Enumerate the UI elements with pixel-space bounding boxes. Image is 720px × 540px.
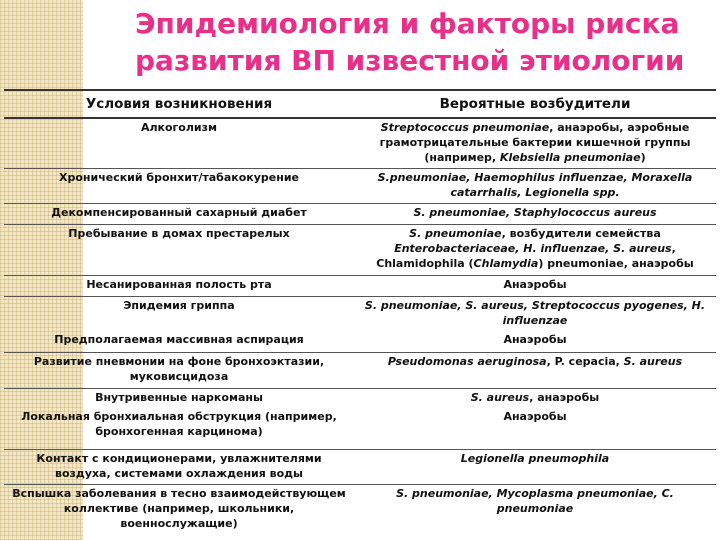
pathogen-name-italic: Pseudomonas aeruginosa: [387, 354, 547, 368]
table-row: [4, 297, 716, 332]
slide-title: [135, 5, 715, 79]
pathogen-text: , Chlamidophila (: [376, 242, 676, 270]
pathogens-cell: [354, 331, 716, 352]
condition-cell: Развитие пневмонии на фоне бронхоэктазии, муковисцидоза: [4, 352, 354, 388]
slide-title-line-1: Эпидемиология и факторы риска: [135, 7, 680, 40]
pathogens-cell: [354, 352, 716, 388]
header-pathogens: Вероятные возбудители: [354, 90, 716, 118]
pathogens-cell: [354, 449, 716, 484]
pathogen-name-italic: Enterobacteriaceae, H. influenzae, S. aureus: [394, 242, 672, 255]
pathogen-name-italic: Klebsiella pneumoniae: [499, 151, 641, 164]
pathogen-name-italic: S. pneumoniae, Staphylococcus aureus: [413, 206, 657, 219]
header-conditions: Условия возникновения: [4, 90, 354, 118]
table-row: [4, 276, 716, 297]
pathogens-cell: [354, 225, 716, 276]
table-header-row: [4, 90, 716, 118]
condition-cell: Предполагаемая массивная аспирация: [4, 331, 354, 352]
pathogen-text: Анаэробы: [503, 278, 567, 291]
pathogens-cell: [354, 204, 716, 225]
table-body: [4, 118, 716, 540]
slide-title-line-2: развития ВП известной этиологии: [135, 44, 685, 77]
condition-cell: Декомпенсированный сахарный диабет: [4, 204, 354, 225]
condition-cell: Несанированная полость рта: [4, 276, 354, 297]
condition-cell: Алкоголизм: [4, 118, 354, 169]
pathogens-cell: [354, 484, 716, 540]
table-row: [4, 169, 716, 204]
pathogen-name-italic: Chlamydia: [473, 257, 539, 270]
condition-cell: Локальная бронхиальная обструкция (например, бронхогенная карцинома): [4, 408, 354, 449]
table-row: [4, 331, 716, 352]
pathogens-cell: [354, 169, 716, 204]
pathogen-text: , анаэробы, аэробные грамотрицательные бактерии кишечной группы (например,: [379, 121, 691, 164]
pathogen-name-italic: S. pneumoniae, Mycoplasma pneumoniae, C. pneumoniae: [396, 486, 674, 515]
table-row: [4, 352, 716, 388]
risk-factors-table: [4, 89, 716, 540]
pathogens-cell: [354, 118, 716, 169]
table-row: [4, 449, 716, 484]
table-row: [4, 408, 716, 449]
condition-cell: Пребывание в домах престарелых: [4, 225, 354, 276]
condition-cell: Хронический бронхит/табакокурение: [4, 169, 354, 204]
condition-cell: Вспышка заболевания в тесно взаимодействующем коллективе (например, школьники, военнослужащие): [12, 486, 346, 530]
pathogen-name-italic: S. pneumoniae: [409, 227, 502, 240]
pathogens-cell: [354, 297, 716, 332]
condition-cell: Контакт с кондиционерами, увлажнителями воздуха, системами охлаждения воды: [4, 449, 354, 484]
condition-cell: Внутривенные наркоманы: [95, 390, 263, 404]
pathogen-name-italic: Legionella pneumophila: [460, 451, 610, 465]
pathogen-text: , P. cepacia,: [546, 354, 624, 368]
pathogen-text: , возбудители семейства: [501, 227, 661, 240]
pathogen-text: ) pneumoniae, анаэробы: [538, 257, 694, 270]
pathogen-text: ): [640, 151, 646, 164]
condition-cell: Эпидемия гриппа: [123, 299, 235, 312]
pathogen-name-italic: S.pneumoniae, Haemophilus influenzae, Moraxella catarrhalis, Legionella spp.: [377, 171, 693, 199]
pathogen-name-italic: Streptococcus pneumoniae: [380, 121, 550, 134]
pathogen-text: Анаэробы: [503, 333, 567, 346]
pathogens-cell: [354, 388, 716, 408]
pathogen-name-italic: S. pneumoniae, S. aureus, Streptococcus pyogenes, H. influenzae: [364, 299, 706, 327]
table-row: [4, 225, 716, 276]
table-row: [4, 484, 716, 540]
pathogens-cell: [354, 408, 716, 449]
pathogen-name-italic: S. aureus: [470, 390, 530, 404]
table-row: [4, 118, 716, 169]
pathogen-name-italic: S. aureus: [623, 354, 683, 368]
pathogens-cell: [354, 276, 716, 297]
table-row: [4, 204, 716, 225]
table-row: [4, 388, 716, 408]
pathogen-text: , анаэробы: [529, 390, 600, 404]
pathogen-text: Анаэробы: [503, 410, 567, 423]
